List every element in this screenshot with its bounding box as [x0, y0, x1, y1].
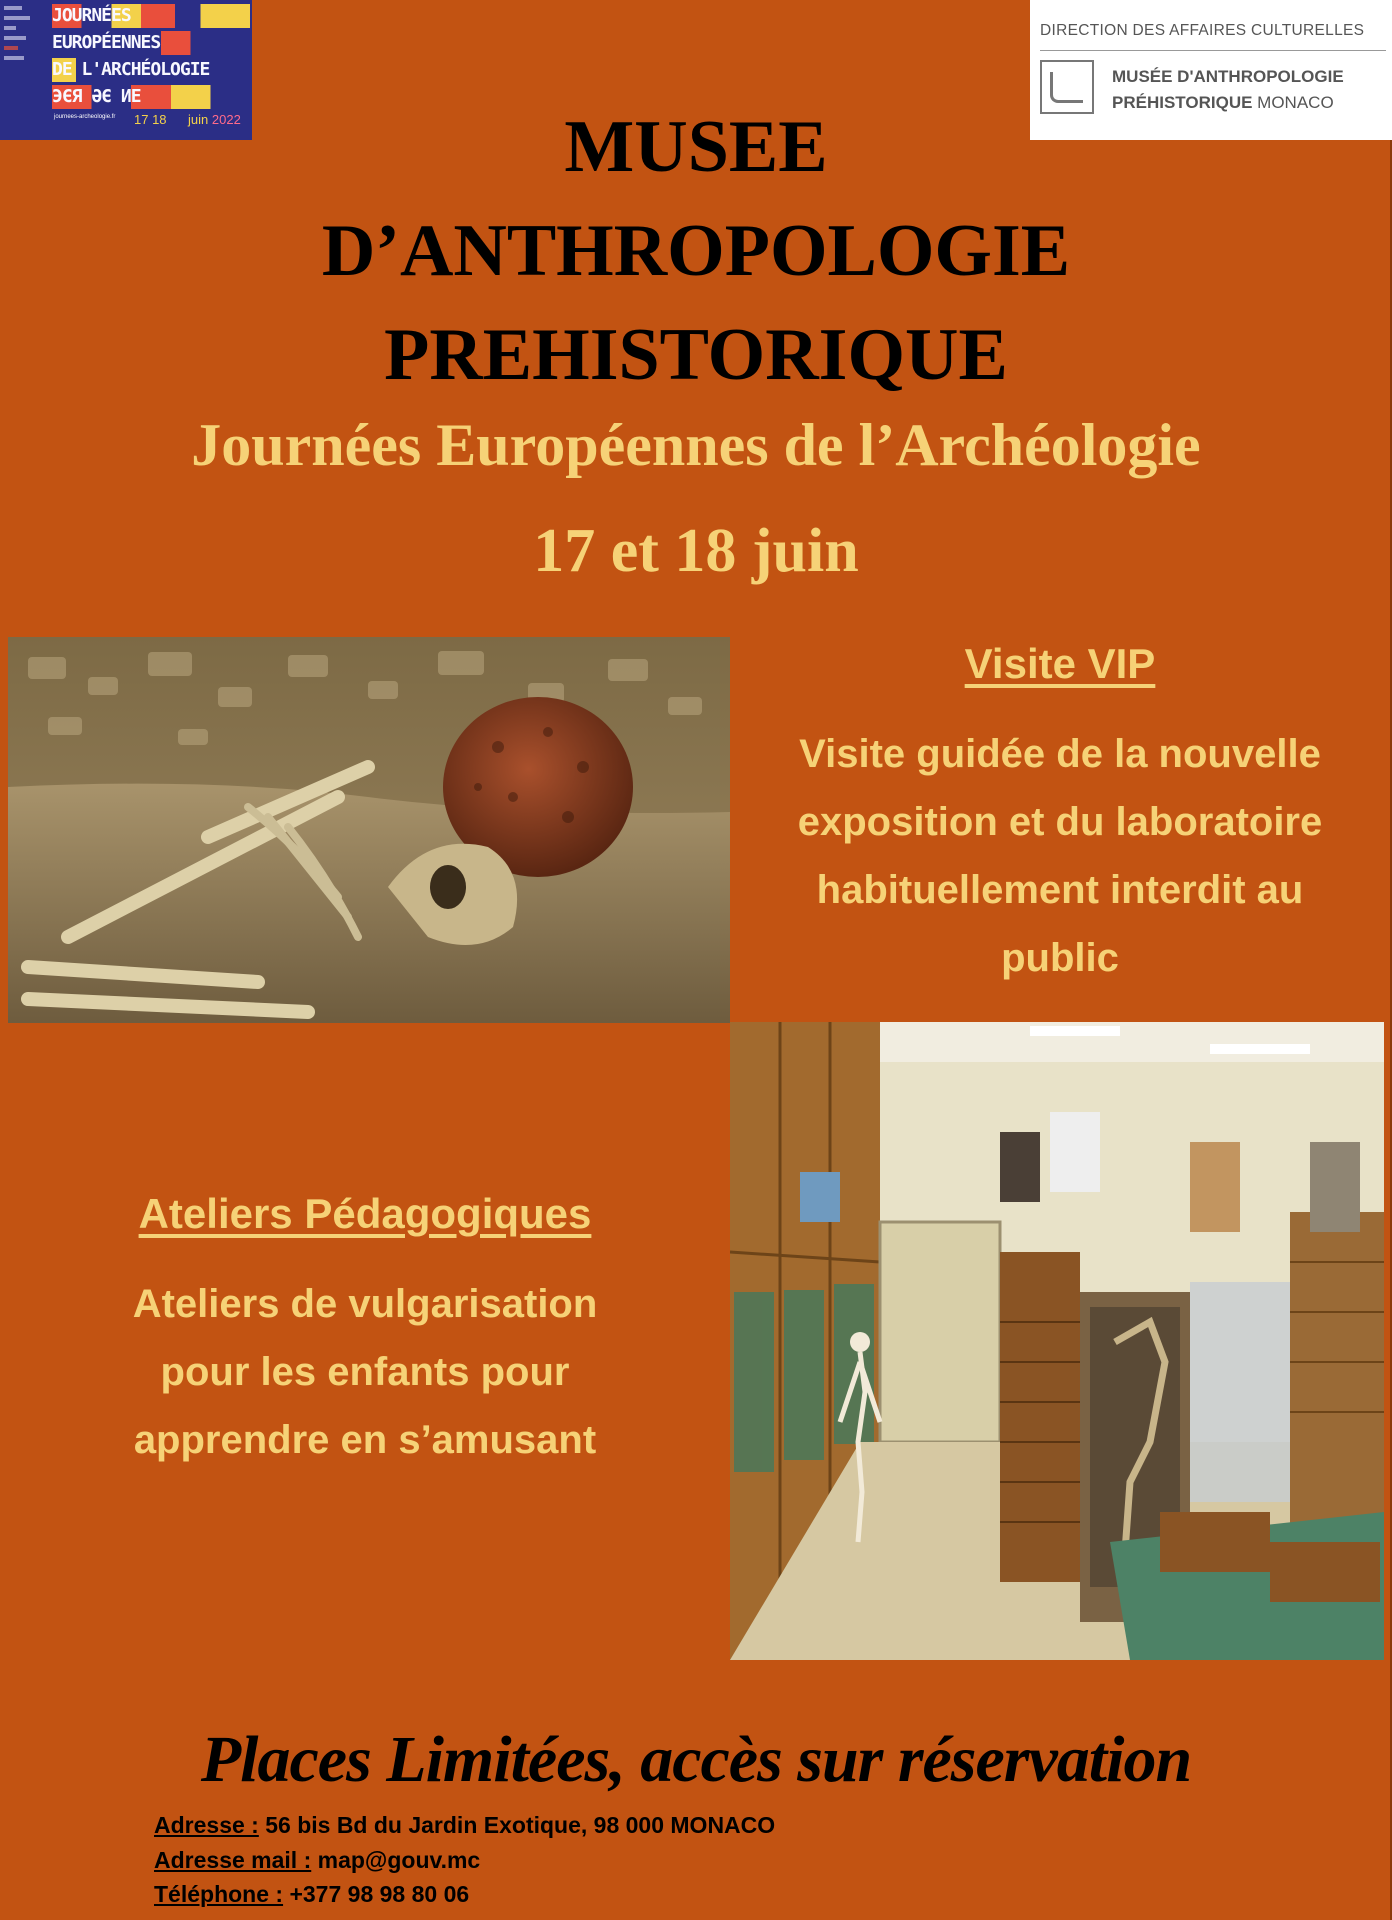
phone-value[interactable]: +377 98 98 80 06 — [283, 1881, 470, 1907]
vip-description-line: habituellement interdit au — [816, 868, 1304, 912]
phone-line — [154, 1879, 469, 1909]
ateliers-description-line: pour les enfants pour — [160, 1350, 570, 1394]
jea-logo-month-label: juin — [188, 112, 209, 127]
title-line-3: PREHISTORIQUE — [384, 314, 1008, 396]
skeleton-excavation-photo — [8, 637, 730, 1023]
jea-logo-row: JOURNÉES — [52, 4, 250, 28]
address-label: Adresse : — [154, 1812, 259, 1838]
ateliers-heading: Ateliers Pédagogiques — [138, 1190, 592, 1237]
email-value[interactable]: map@gouv.mc — [311, 1847, 481, 1873]
ateliers-description — [60, 1270, 670, 1474]
museum-direction-label: DIRECTION DES AFFAIRES CULTURELLES — [1040, 22, 1365, 39]
email-line — [154, 1845, 480, 1875]
jea-logo-days: 17 18 — [134, 112, 167, 127]
title-line-1: MUSEE — [564, 106, 828, 188]
phone-label: Téléphone : — [154, 1881, 284, 1907]
ateliers-description-line: apprendre en s’amusant — [133, 1418, 597, 1462]
vip-description — [740, 720, 1380, 992]
museum-name-bold: PRÉHISTORIQUE — [1112, 93, 1253, 112]
jea-logo-url: journees-archeologie.fr — [54, 114, 116, 120]
event-dates: 17 et 18 juin — [533, 517, 859, 585]
jea-logo-row: ЭЄЯ ӘЄ ИЕ — [52, 85, 250, 109]
laboratory-photo — [730, 1022, 1384, 1660]
title-line-2: D’ANTHROPOLOGIE — [321, 210, 1071, 292]
jea-logo-sidebar — [4, 6, 48, 126]
jea-logo-year: 2022 — [211, 112, 241, 127]
vip-description-line: public — [1001, 936, 1119, 980]
museum-name-line1: MUSÉE D'ANTHROPOLOGIE — [1112, 67, 1344, 86]
ateliers-description-line: Ateliers de vulgarisation — [132, 1282, 598, 1326]
address-line — [154, 1810, 775, 1840]
museum-logo-divider — [1040, 50, 1386, 51]
reservation-notice: Places Limitées, accès sur réservation — [200, 1723, 1192, 1796]
jea-logo-row: DE L'ARCHÉOLOGIE — [52, 58, 250, 82]
vip-description-line: exposition et du laboratoire — [797, 800, 1323, 844]
address-value: 56 bis Bd du Jardin Exotique, 98 000 MONACO — [258, 1812, 776, 1838]
jea-logo-lettering — [52, 4, 250, 112]
vip-heading: Visite VIP — [964, 640, 1156, 687]
museum-name-light: MONACO — [1257, 93, 1334, 112]
jea-logo-row: EUROPÉENNES — [52, 31, 250, 55]
vip-description-line: Visite guidée de la nouvelle — [799, 732, 1321, 776]
email-label: Adresse mail : — [154, 1847, 312, 1873]
event-subtitle: Journées Européennes de l’Archéologie — [191, 412, 1201, 478]
